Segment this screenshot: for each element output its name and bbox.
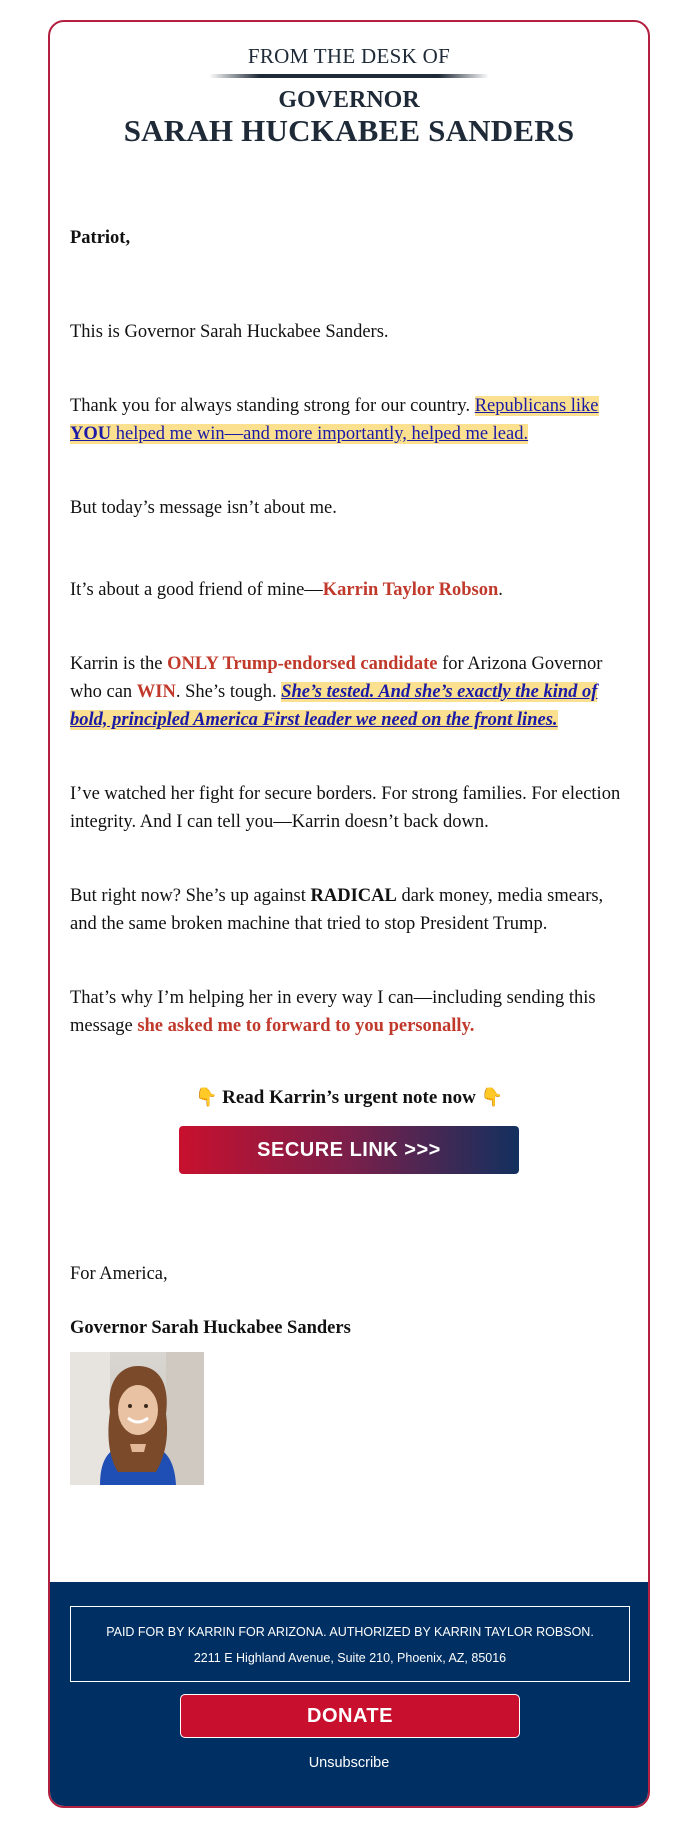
governor-name: SARAH HUCKABEE SANDERS [123,113,575,148]
radical-text-c: dark money, media smears, and the same broken machine that tried to stop President Trump. [70,886,604,934]
secure-link-button[interactable]: SECURE LINK >>> [179,1126,519,1174]
link-bold-text: YOU [70,424,112,444]
win-highlight: WIN [136,682,176,702]
tested-leader-link[interactable]: She’s tested. And she’s exactly the kind of bold, principled America First leader we need on the front lines. [70,682,598,730]
endorsed-text-a: Karrin is the [70,654,168,674]
radical-bold: RADICAL [310,886,397,906]
friend-text: It’s about a good friend of mine— [70,580,323,600]
footer [50,1582,648,1808]
donate-button[interactable]: DONATE [180,1694,520,1738]
link-text-end: helped me win—and more importantly, helped me lead. [111,424,529,444]
paragraph-intro: This is Governor Sarah Huckabee Sanders. [70,322,389,342]
greeting: Patriot, [70,228,131,248]
friend-period: . [498,580,503,600]
cta-prompt-text: Read Karrin’s urgent note now [222,1087,476,1108]
governor-title: GOVERNOR [278,87,420,113]
pointing-down-icon: 👇 [194,1087,218,1108]
paragraph-radical [70,882,628,938]
paragraph-thanks [70,392,628,448]
letter-body [50,224,648,1485]
paragraph-not-about-me: But today’s message isn’t about me. [70,498,337,518]
cta-prompt [70,1084,628,1112]
paid-for-disclaimer [70,1606,630,1682]
governor-portrait-image [70,1352,204,1485]
forward-highlight: she asked me to forward to you personally. [137,1016,475,1036]
endorsed-text-e: . She’s tough. [175,682,282,702]
address-line: 2211 E Highland Avenue, Suite 210, Phoenix, AZ, 85016 [193,1651,507,1665]
disclaimer-line: PAID FOR BY KARRIN FOR ARIZONA. AUTHORIZED BY KARRIN TAYLOR ROBSON. [106,1625,594,1639]
paragraph-fight: I’ve watched her fight for secure borders. For strong families. For election integrity. And I can tell you—Karrin doesn’t back down. [70,784,621,832]
governor-photo [70,1352,204,1485]
radical-text-a: But right now? She’s up against [70,886,311,906]
link-text: Republicans like [474,396,599,416]
endorsed-text-c: for Arizona Governor who can [70,654,603,702]
masthead-divider [209,74,489,78]
from-desk-label: FROM THE DESK OF [247,44,451,68]
email-card [48,20,650,1808]
closing: For America, [70,1264,168,1284]
candidate-name: Karrin Taylor Robson [322,580,499,600]
forward-text: That’s why I’m helping her in every way I can—including sending this message [70,988,596,1036]
signature: Governor Sarah Huckabee Sanders [70,1318,351,1338]
paragraph-friend [70,576,628,604]
unsubscribe-link[interactable]: Unsubscribe [308,1755,390,1771]
paragraph-endorsed [70,650,628,734]
paragraph-forward [70,984,628,1040]
pointing-down-icon: 👇 [480,1087,503,1108]
thanks-text: Thank you for always standing strong for our country. [70,396,475,416]
masthead [50,22,648,148]
endorsed-highlight: ONLY Trump-endorsed candidate [167,654,438,674]
